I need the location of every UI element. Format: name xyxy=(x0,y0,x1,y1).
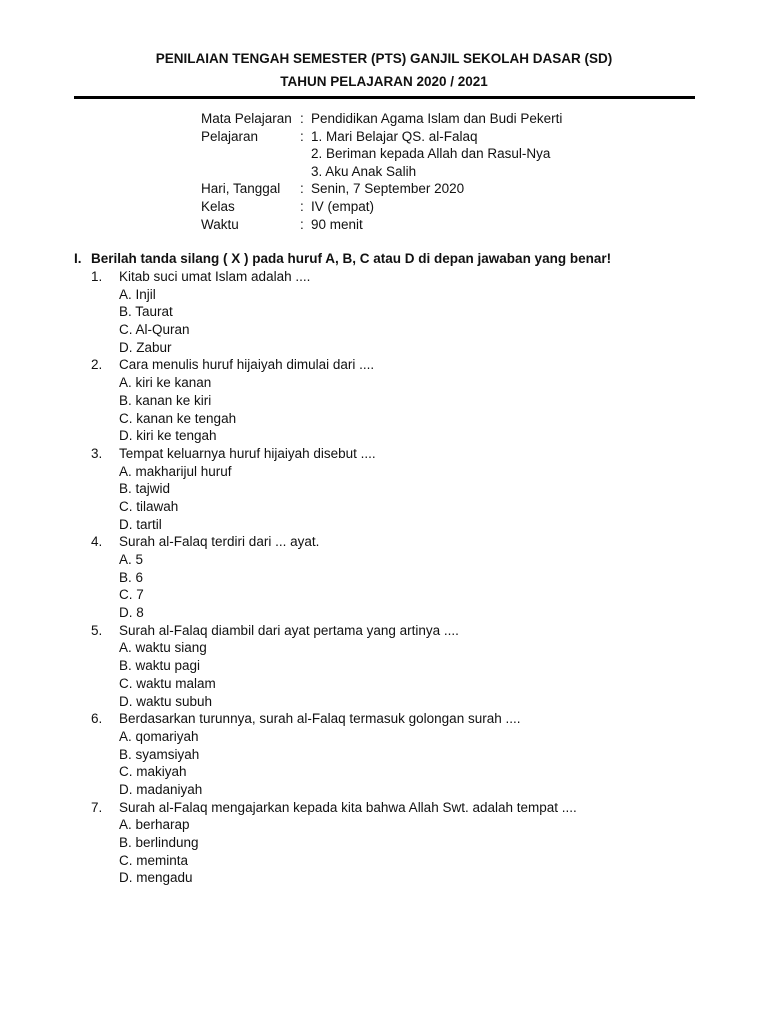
info-label: Kelas xyxy=(201,198,235,214)
answer-option: D. waktu subuh xyxy=(119,693,213,709)
question-number: 6. xyxy=(91,711,103,727)
answer-option: B. syamsiyah xyxy=(119,746,200,762)
question-text: Tempat keluarnya huruf hijaiyah disebut .... xyxy=(119,445,376,461)
info-row-lesson-3 xyxy=(201,163,562,181)
question-item xyxy=(91,533,577,621)
answer-option: D. kiri ke tengah xyxy=(119,428,217,444)
info-colon-blank xyxy=(300,163,311,181)
section-heading xyxy=(74,251,611,266)
info-row-time xyxy=(201,216,562,234)
info-colon: : xyxy=(300,128,304,144)
answer-option: C. makiyah xyxy=(119,764,187,780)
info-colon: : xyxy=(300,111,304,126)
question-text: Surah al-Falaq terdiri dari ... ayat. xyxy=(119,534,320,550)
answer-option: C. 7 xyxy=(119,587,144,603)
answer-option: C. tilawah xyxy=(119,498,179,514)
answer-option: A. 5 xyxy=(119,552,144,567)
info-label: Mata Pelajaran xyxy=(201,111,292,126)
answer-option: C. Al-Quran xyxy=(119,322,190,338)
question-number: 1. xyxy=(91,269,103,284)
answer-option: A. berharap xyxy=(119,817,190,833)
answer-option: B. waktu pagi xyxy=(119,658,201,674)
answer-option: B. 6 xyxy=(119,569,144,585)
question-text: Berdasarkan turunnya, surah al-Falaq termasuk golongan surah .... xyxy=(119,711,521,727)
info-colon: : xyxy=(300,181,304,197)
question-item xyxy=(91,799,577,887)
question-text: Cara menulis huruf hijaiyah dimulai dari .... xyxy=(119,357,375,373)
answer-option: D. Zabur xyxy=(119,339,172,355)
question-item xyxy=(91,268,577,356)
exam-title: PENILAIAN TENGAH SEMESTER (PTS) GANJIL SEKOLAH DASAR (SD) xyxy=(155,51,613,66)
exam-info xyxy=(201,110,562,233)
answer-option: D. madaniyah xyxy=(119,781,203,797)
answer-option: B. Taurat xyxy=(119,304,173,320)
info-label: Pelajaran xyxy=(201,128,259,144)
answer-option: C. kanan ke tengah xyxy=(119,410,237,426)
question-number: 7. xyxy=(91,799,103,815)
info-value: 1. Mari Belajar QS. al-Falaq xyxy=(311,128,478,144)
info-row-class xyxy=(201,198,562,216)
section-number: I. xyxy=(74,251,82,266)
answer-option: A. Injil xyxy=(119,286,156,302)
academic-year-title: TAHUN PELAJARAN 2020 / 2021 xyxy=(280,74,488,89)
answer-option: D. mengadu xyxy=(119,870,193,886)
info-colon: : xyxy=(300,198,304,214)
question-item xyxy=(91,622,577,710)
info-row-date xyxy=(201,180,562,198)
info-value: IV (empat) xyxy=(311,198,375,214)
info-label xyxy=(201,145,300,163)
answer-option: B. berlindung xyxy=(119,835,199,850)
info-colon: : xyxy=(300,216,304,232)
answer-option: A. waktu siang xyxy=(119,640,207,656)
answer-option: C. waktu malam xyxy=(119,675,216,691)
question-text: Kitab suci umat Islam adalah .... xyxy=(119,269,311,284)
question-item xyxy=(91,445,577,533)
question-list xyxy=(91,268,577,887)
answer-option: A. makharijul huruf xyxy=(119,463,232,479)
question-item xyxy=(91,356,577,444)
question-text: Surah al-Falaq diambil dari ayat pertama yang artinya .... xyxy=(119,622,459,638)
answer-option: B. tajwid xyxy=(119,481,171,497)
answer-option: C. meminta xyxy=(119,852,189,868)
info-label: Waktu xyxy=(201,216,239,232)
answer-option: A. qomariyah xyxy=(119,728,199,744)
header-divider xyxy=(74,96,695,99)
info-label xyxy=(201,163,300,181)
info-value: Pendidikan Agama Islam dan Budi Pekerti xyxy=(311,111,563,126)
info-row-subject xyxy=(201,110,562,128)
info-row-lesson-2 xyxy=(201,145,562,163)
question-number: 5. xyxy=(91,622,103,638)
question-text: Surah al-Falaq mengajarkan kepada kita bahwa Allah Swt. adalah tempat .... xyxy=(119,799,577,815)
question-number: 2. xyxy=(91,357,103,373)
question-item xyxy=(91,710,577,798)
info-value: 90 menit xyxy=(311,216,363,232)
info-value: Senin, 7 September 2020 xyxy=(311,181,465,197)
info-value: 2. Beriman kepada Allah dan Rasul-Nya xyxy=(311,146,551,162)
answer-option: D. tartil xyxy=(119,516,162,532)
question-number: 3. xyxy=(91,445,103,461)
answer-option: D. 8 xyxy=(119,605,144,621)
answer-option: B. kanan ke kiri xyxy=(119,392,212,408)
section-instruction: Berilah tanda silang ( X ) pada huruf A, B, C atau D di depan jawaban yang benar! xyxy=(91,251,612,266)
question-number: 4. xyxy=(91,534,103,550)
answer-option: A. kiri ke kanan xyxy=(119,375,212,391)
info-value: 3. Aku Anak Salih xyxy=(311,163,417,179)
info-colon-blank xyxy=(300,145,311,163)
info-label: Hari, Tanggal xyxy=(201,181,281,197)
info-row-lesson xyxy=(201,128,562,146)
